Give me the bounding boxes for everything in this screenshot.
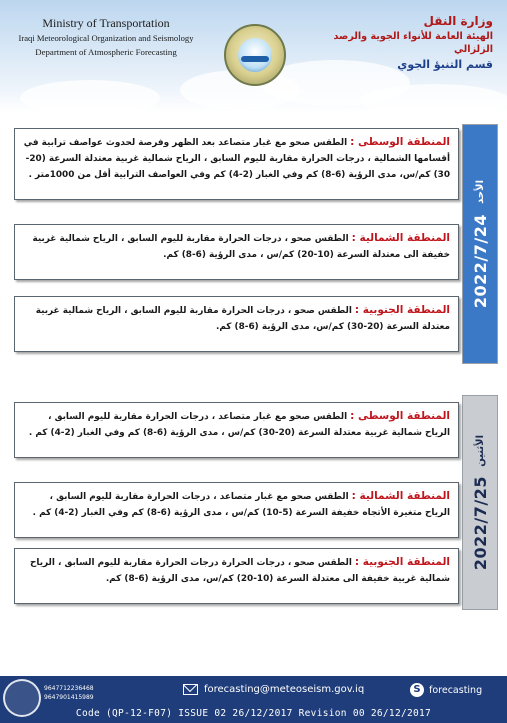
phone-number: 9647712236468 xyxy=(44,685,94,692)
organization-name-ar: الهيئة العامة للأنواء الجوية والرصد الزلزالي xyxy=(333,31,493,55)
date-panel-day-1 xyxy=(462,124,498,364)
forecast-card-north xyxy=(14,224,459,280)
forecast-text: الطقس صحو مع غبار متصاعد ، درجات الحرارة مقاربة لليوم السابق ، الرياح متغيرة الأتجاه خفيفة السرعة (5-10) كم/س ، مدى الرؤية (6-8) كم وفي الغبار (2-4) كم . xyxy=(32,492,450,518)
organization-name-en: Iraqi Meteorological Organization and Seismology xyxy=(18,33,194,43)
forecast-text: الطقس صحو ، درجات الحرارة مقاربة لليوم السابق ، الرياح شمالية غربية معتدلة السرعة (20-30) كم/س، مدى الرؤية (6-8) كم. xyxy=(35,306,450,332)
day-name: الأثنين xyxy=(474,434,486,467)
phone-number: 9647901415989 xyxy=(44,694,94,701)
region-label: المنطقة الجنوبية : xyxy=(354,304,450,316)
letterhead xyxy=(0,0,507,112)
skype-icon: S xyxy=(410,683,424,697)
forecast-card-central xyxy=(14,128,459,200)
footer-bar xyxy=(0,676,507,723)
department-name-ar: قسم التنبؤ الجوي xyxy=(397,58,493,71)
english-letterhead xyxy=(6,16,206,58)
organization-logo xyxy=(224,24,286,86)
forecast-card-north xyxy=(14,482,459,538)
department-name-en: Department of Atmospheric Forecasting xyxy=(35,47,177,57)
date-panel-day-2 xyxy=(462,395,498,610)
forecast-text: الطقس صحو مع غبار متصاعد بعد الظهر وفرصة لحدوث عواصف ترابية في أقسامها الشمالية ، درجات الحرارة مقاربة لليوم السابق ، الرياح شمالية غربية معتدلة السرعة (20-30) كم/س، مدى الرؤية (6-8) كم وفي الغبار (2-4) كم وفي العواصف الترابية أقل من 1000متر . xyxy=(23,138,450,180)
cloud-decoration xyxy=(360,84,507,112)
document-code: Code (QP-12-F07) ISSUE 02 26/12/2017 Revision 00 26/12/2017 xyxy=(75,708,432,719)
region-label: المنطقة الجنوبية : xyxy=(354,556,450,568)
email-contact[interactable] xyxy=(183,684,364,695)
forecast-date: 2022/7/24 xyxy=(470,213,490,308)
ministry-name-ar: وزارة النقل xyxy=(423,14,493,28)
email-address[interactable]: forecasting@meteoseism.gov.iq xyxy=(204,684,365,695)
forecast-date: 2022/7/25 xyxy=(470,476,490,571)
forecast-text: الطقس صحو ، درجات الحرارة درجات الحرارة مقاربة لليوم السابق ، الرياح شمالية غربية خفيفة الى معتدلة السرعة (10-20) كم/س، مدى الرؤية (6-8) كم. xyxy=(29,558,450,584)
skype-contact[interactable] xyxy=(410,683,482,697)
forecast-card-south xyxy=(14,296,459,352)
ministry-name-en: Ministry of Transportation xyxy=(42,16,170,30)
forecast-text: الطقس صحو مع غبار متصاعد ، درجات الحرارة مقاربة لليوم السابق ، الرياح شمالية غربية معتدلة السرعة (20-30) كم/س ، مدى الرؤية (6-8) كم وفي الغبار (2-4) كم . xyxy=(28,412,450,438)
email-icon xyxy=(183,684,198,695)
forecast-card-south xyxy=(14,548,459,604)
globe-icon xyxy=(238,38,272,72)
skype-handle[interactable]: forecasting xyxy=(429,684,483,696)
arabic-letterhead xyxy=(293,14,493,72)
forecast-card-central xyxy=(14,402,459,458)
wave-icon xyxy=(241,56,269,62)
region-label: المنطقة الوسطى : xyxy=(350,136,450,148)
forecast-text: الطقس صحو ، درجات الحرارة مقاربة لليوم السابق ، الرياح شمالية غربية خفيفة الى معتدلة السرعة (10-20) كم/س ، مدى الرؤية (6-8) كم. xyxy=(32,234,450,260)
phone-numbers xyxy=(44,684,94,702)
cloud-decoration xyxy=(20,80,160,112)
region-label: المنطقة الشمالية : xyxy=(351,490,450,502)
day-name: الأحد xyxy=(474,180,486,204)
region-label: المنطقة الوسطى : xyxy=(350,410,450,422)
region-label: المنطقة الشمالية : xyxy=(351,232,450,244)
